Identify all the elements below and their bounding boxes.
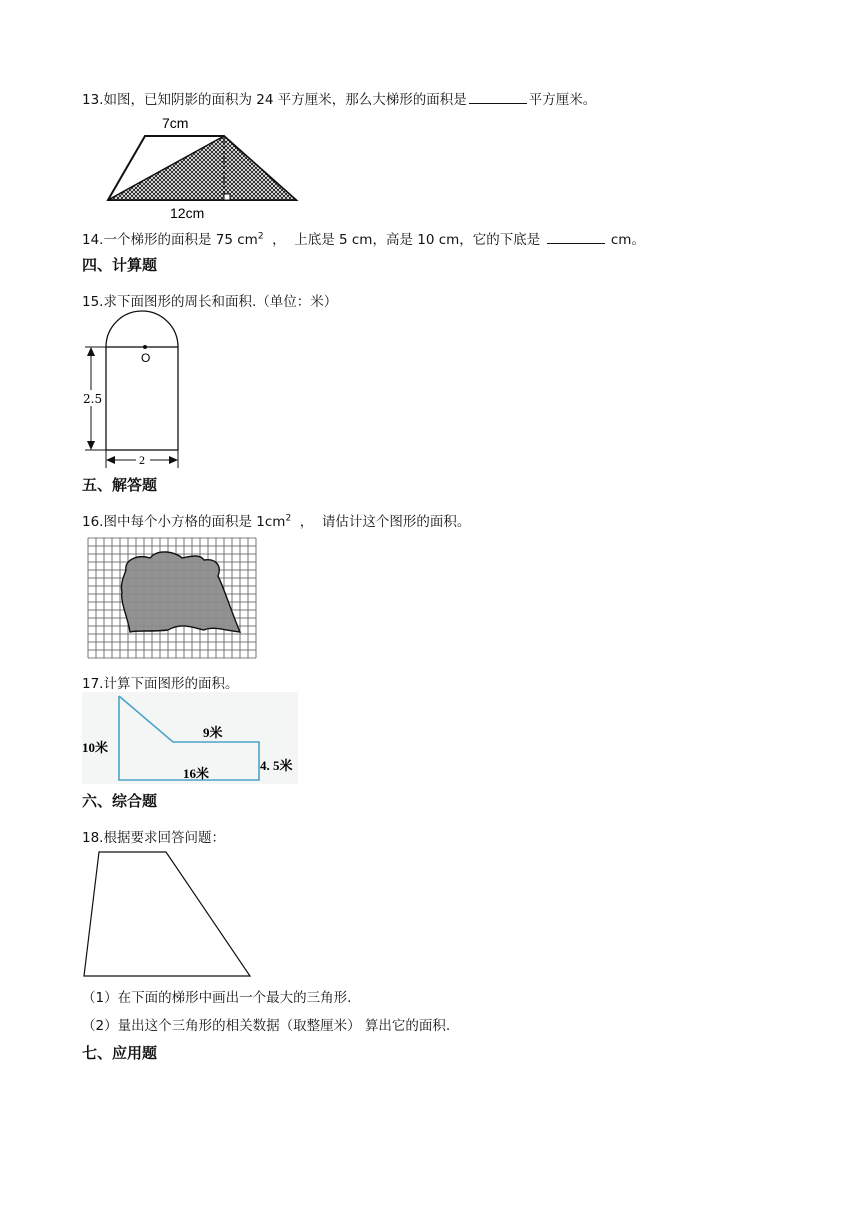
q15-label-w: 2 [139,453,145,467]
q17-label-right: 4. 5米 [260,758,293,773]
section-heading-4: 四、计算题 [82,256,158,274]
q14-text-mid: ， 上底是 5 cm，高是 10 cm，它的下底是 [263,232,545,248]
q15-arrowhead-right [169,456,178,464]
q13-label-bottom: 12cm [170,205,205,221]
q16-shaded-shape [121,552,240,632]
question-18-part-2: （2）量出这个三角形的相关数据（取整厘米） 算出它的面积. [82,1018,451,1034]
section-heading-7: 七、应用题 [82,1044,158,1062]
q13-text: 13.如图，已知阴影的面积为 24 平方厘米，那么大梯形的面积是 [82,92,467,108]
q15-semicircle [106,311,178,347]
q16-grid-figure [84,536,260,662]
q13-right-angle [224,194,230,200]
question-17: 17.计算下面图形的面积。 [82,676,239,692]
q18-trapezoid-figure [82,850,254,980]
answer-blank[interactable] [469,90,527,104]
q13-label-top: 7cm [162,115,189,131]
q15-figure [82,310,192,470]
q16-text-end: ， 请估计这个图形的面积。 [291,514,471,530]
question-16 [82,510,470,530]
q15-label-o: O [141,351,151,365]
section-heading-6: 六、综合题 [82,792,158,810]
q13-shaded-triangle [108,136,296,200]
section-heading-5: 五、解答题 [82,476,158,494]
question-18: 18.根据要求回答问题： [82,830,225,846]
q17-label-bottom: 16米 [183,766,210,781]
q14-text: 14.一个梯形的面积是 75 cm [82,232,258,248]
question-18-part-1: （1）在下面的梯形中画出一个最大的三角形. [82,990,352,1006]
q15-arrowhead-left [106,456,115,464]
answer-blank[interactable] [547,230,605,244]
q16-text: 16.图中每个小方格的面积是 1cm [82,514,286,530]
q15-arrowhead-up [87,347,95,356]
q13-text-end: 平方厘米。 [528,92,597,108]
q13-trapezoid-figure [100,112,310,224]
q18-trapezoid [84,852,250,976]
question-15: 15.求下面图形的周长和面积.（单位：米） [82,294,338,310]
q14-text-end: cm。 [606,232,645,248]
q15-label-h: 2.5 [83,392,103,406]
q16-sup: 2 [285,513,292,524]
q17-label-mid: 9米 [203,725,223,740]
q17-label-left: 10米 [82,740,109,755]
q14-sup: 2 [257,231,264,242]
question-14 [82,228,645,248]
q17-figure [82,692,302,788]
q15-arrowhead-down [87,441,95,450]
question-13 [82,88,596,108]
